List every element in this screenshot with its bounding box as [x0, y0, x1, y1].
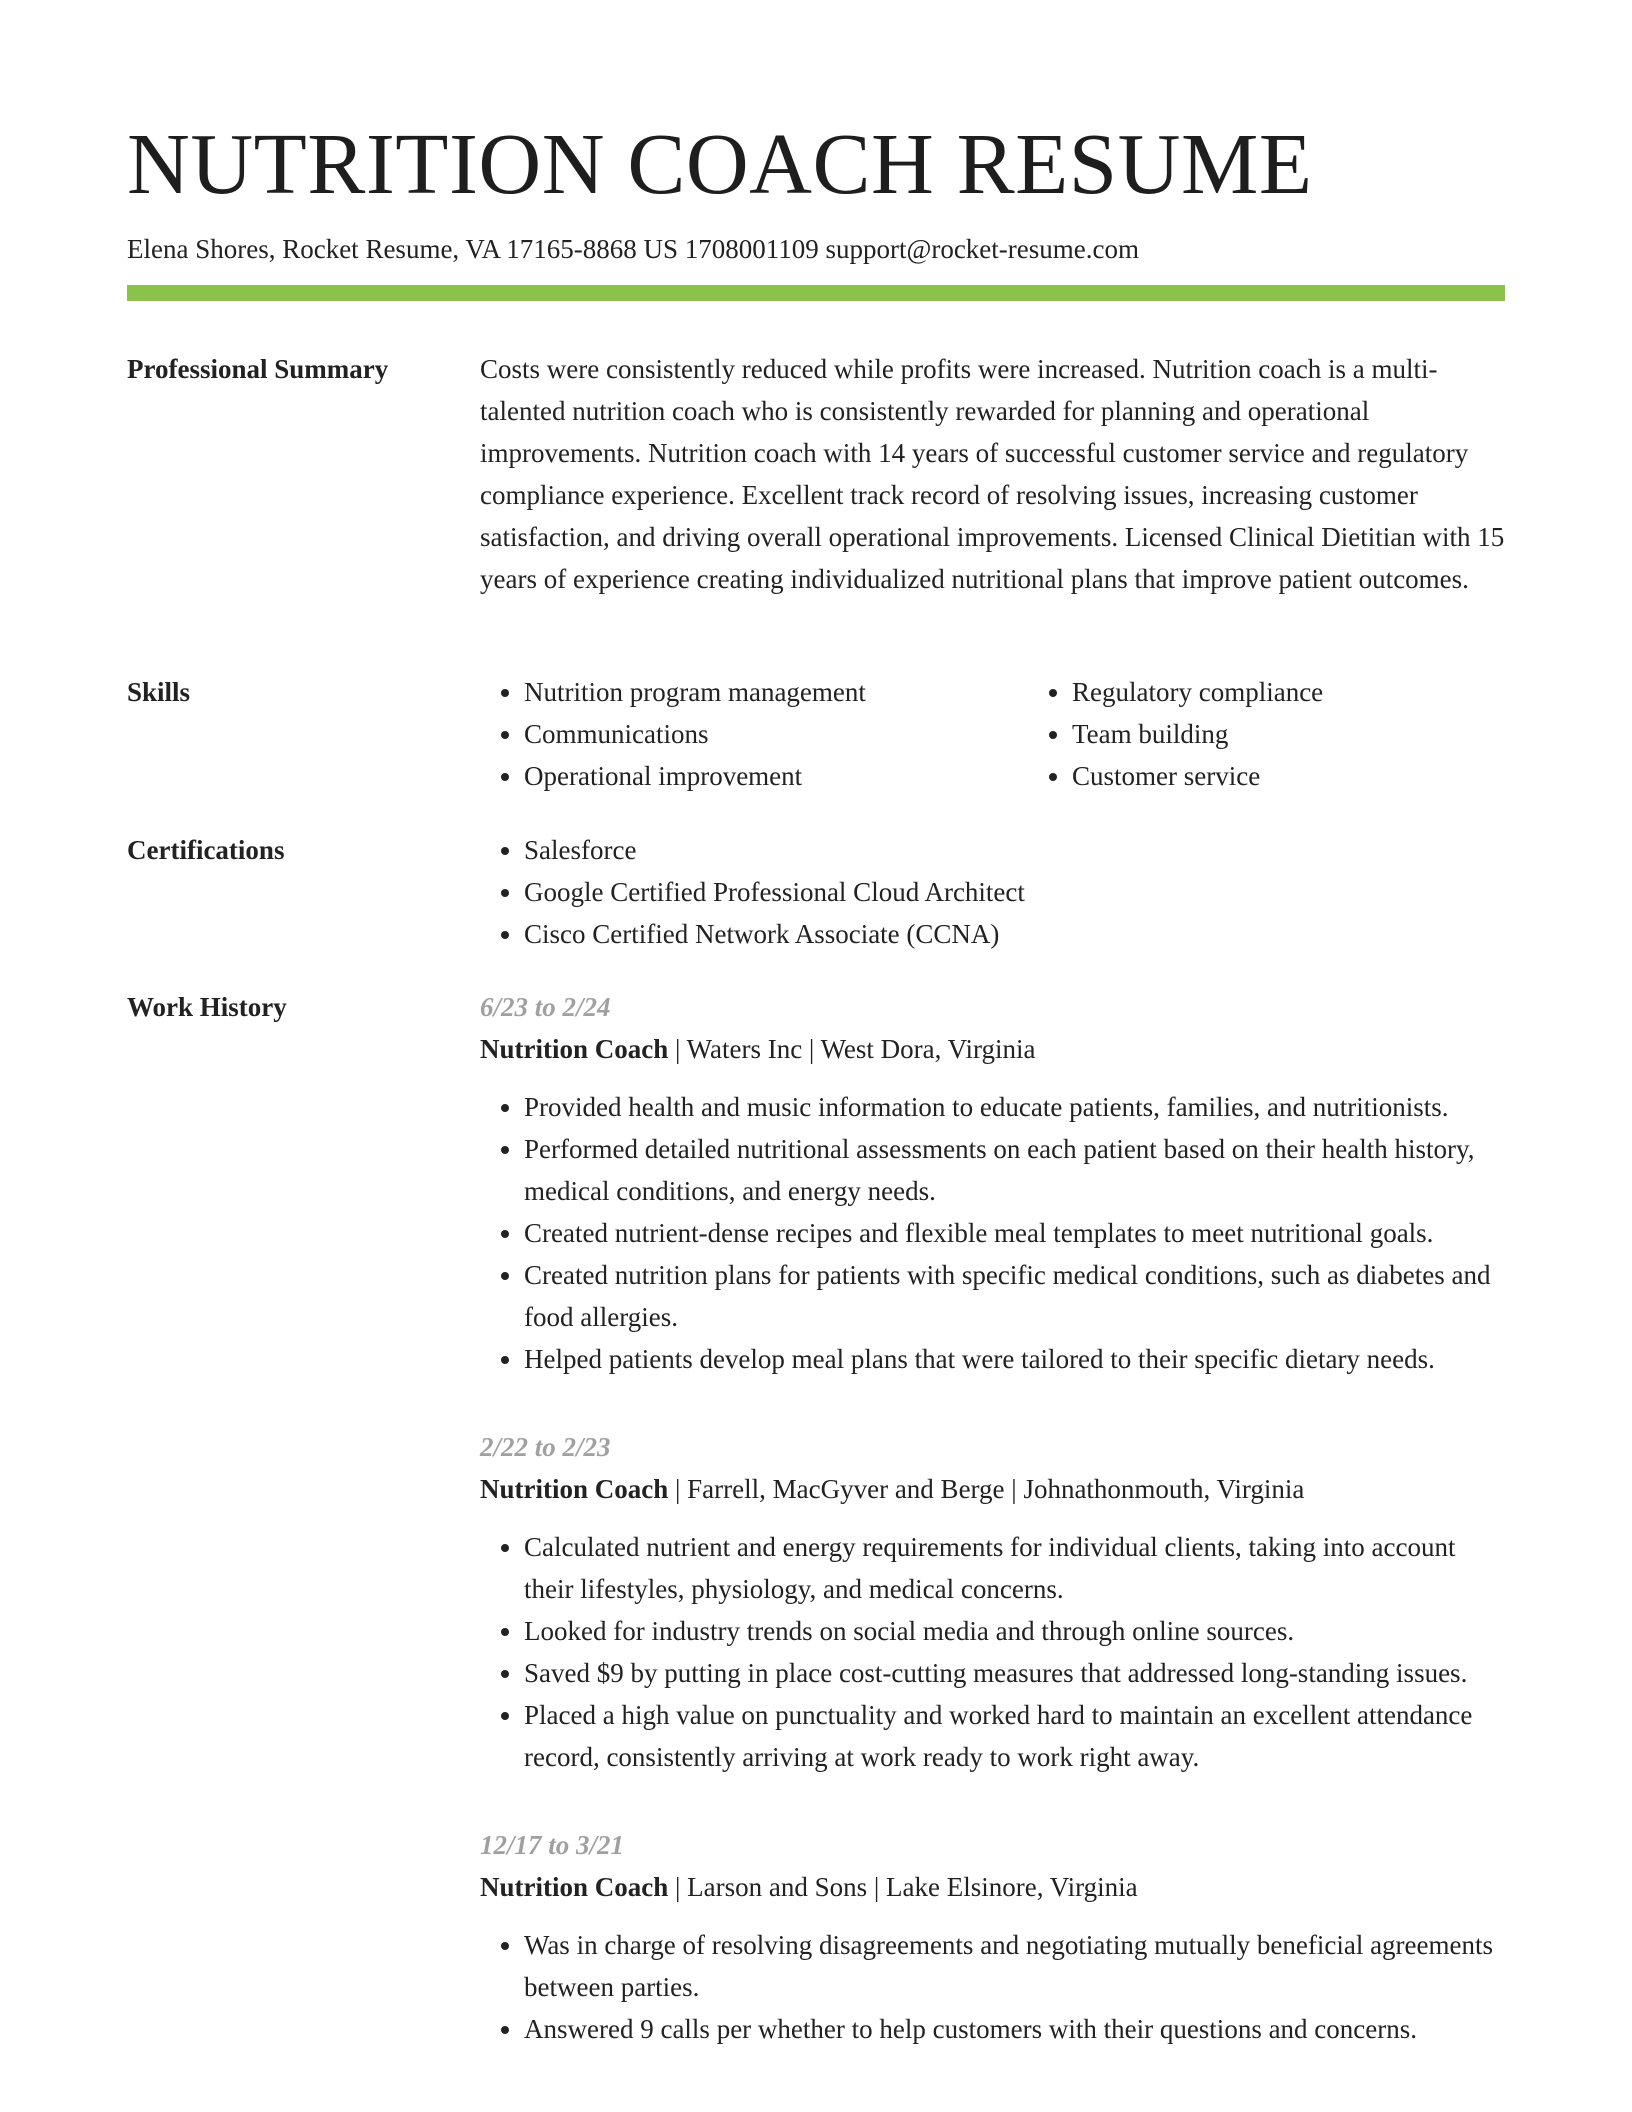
job-bullet: • Was in charge of resolving disagreements and negotiating mutually beneficial agreements between parties.	[524, 1924, 1505, 2008]
accent-divider	[127, 285, 1505, 301]
work-history-body	[480, 986, 1505, 2050]
job-bullet: • Provided health and music information to educate patients, families, and nutritionists.	[524, 1086, 1505, 1128]
certifications-body	[480, 829, 1505, 955]
job-bullet: • Calculated nutrient and energy requirements for individual clients, taking into account their lifestyles, physiology, and medical concerns.	[524, 1526, 1505, 1610]
skill-item: • Operational improvement	[524, 755, 1028, 797]
section-label-summary: Professional Summary	[127, 354, 389, 384]
certifications-section	[127, 829, 1505, 955]
contact-line: Elena Shores, Rocket Resume, VA 17165-8868 US 1708001109 support@rocket-resume.com	[127, 234, 1139, 264]
job-dates: 12/17 to 3/21	[480, 1830, 625, 1860]
job-title-line	[480, 1468, 1505, 1510]
job-bullets	[480, 1526, 1505, 1778]
job-entry	[480, 986, 1505, 1380]
skill-item: • Nutrition program management	[524, 671, 1028, 713]
summary-section	[127, 348, 1505, 600]
job-title-line	[480, 1866, 1505, 1908]
skills-list-left	[480, 671, 1028, 797]
job-details: | Farrell, MacGyver and Berge | Johnathonmouth, Virginia	[668, 1474, 1305, 1504]
job-bullet: • Performed detailed nutritional assessments on each patient based on their health history, medical conditions, and energy needs.	[524, 1128, 1505, 1212]
certification-item: • Salesforce	[524, 829, 1505, 871]
job-role: Nutrition Coach	[480, 1872, 669, 1902]
skills-section	[127, 671, 1505, 797]
certifications-list	[480, 829, 1505, 955]
job-bullets	[480, 1086, 1505, 1380]
section-label-skills: Skills	[127, 677, 191, 707]
job-bullet: • Placed a high value on punctuality and worked hard to maintain an excellent attendance record, consistently arriving at work ready to work right away.	[524, 1694, 1505, 1778]
job-bullet: • Helped patients develop meal plans that were tailored to their specific dietary needs.	[524, 1338, 1505, 1380]
summary-text: Costs were consistently reduced while profits were increased. Nutrition coach is a multi-talented nutrition coach who is consistently rewarded for planning and operational improvements. Nutrition coach with 14 years of successful customer service and regulatory compliance experience. Excellent track record of resolving issues, increasing customer satisfaction, and driving overall operational improvements. Licensed Clinical Dietitian with 15 years of experience creating individualized nutritional plans that improve patient outcomes.	[480, 354, 1505, 594]
resume-title: NUTRITION COACH RESUME	[127, 115, 1313, 212]
job-role: Nutrition Coach	[480, 1034, 669, 1064]
job-details: | Waters Inc | West Dora, Virginia	[668, 1034, 1036, 1064]
work-history-section	[127, 986, 1505, 2050]
skill-item: • Customer service	[1072, 755, 1576, 797]
section-label-work-history: Work History	[127, 992, 287, 1022]
job-bullet: • Created nutrition plans for patients with specific medical conditions, such as diabetes and food allergies.	[524, 1254, 1505, 1338]
certification-item: • Google Certified Professional Cloud Architect	[524, 871, 1505, 913]
job-entry	[480, 1426, 1505, 1778]
job-bullet: • Created nutrient-dense recipes and flexible meal templates to meet nutritional goals.	[524, 1212, 1505, 1254]
job-bullet: • Saved $9 by putting in place cost-cutting measures that addressed long-standing issues.	[524, 1652, 1505, 1694]
skill-item: • Team building	[1072, 713, 1576, 755]
job-role: Nutrition Coach	[480, 1474, 669, 1504]
job-bullet: • Looked for industry trends on social media and through online sources.	[524, 1610, 1505, 1652]
job-dates: 6/23 to 2/24	[480, 992, 611, 1022]
certification-item: • Cisco Certified Network Associate (CCNA)	[524, 913, 1505, 955]
job-bullets	[480, 1924, 1505, 2050]
job-title-line	[480, 1028, 1505, 1070]
skills-list-right	[1028, 671, 1576, 797]
job-bullet: • Answered 9 calls per whether to help customers with their questions and concerns.	[524, 2008, 1505, 2050]
summary-body	[480, 348, 1505, 600]
job-dates: 2/22 to 2/23	[480, 1432, 611, 1462]
job-details: | Larson and Sons | Lake Elsinore, Virginia	[668, 1872, 1138, 1902]
resume-page	[127, 115, 1505, 2044]
skills-body	[480, 671, 1576, 797]
job-entry	[480, 1824, 1505, 2050]
skill-item: • Regulatory compliance	[1072, 671, 1576, 713]
section-label-certifications: Certifications	[127, 835, 285, 865]
skill-item: • Communications	[524, 713, 1028, 755]
